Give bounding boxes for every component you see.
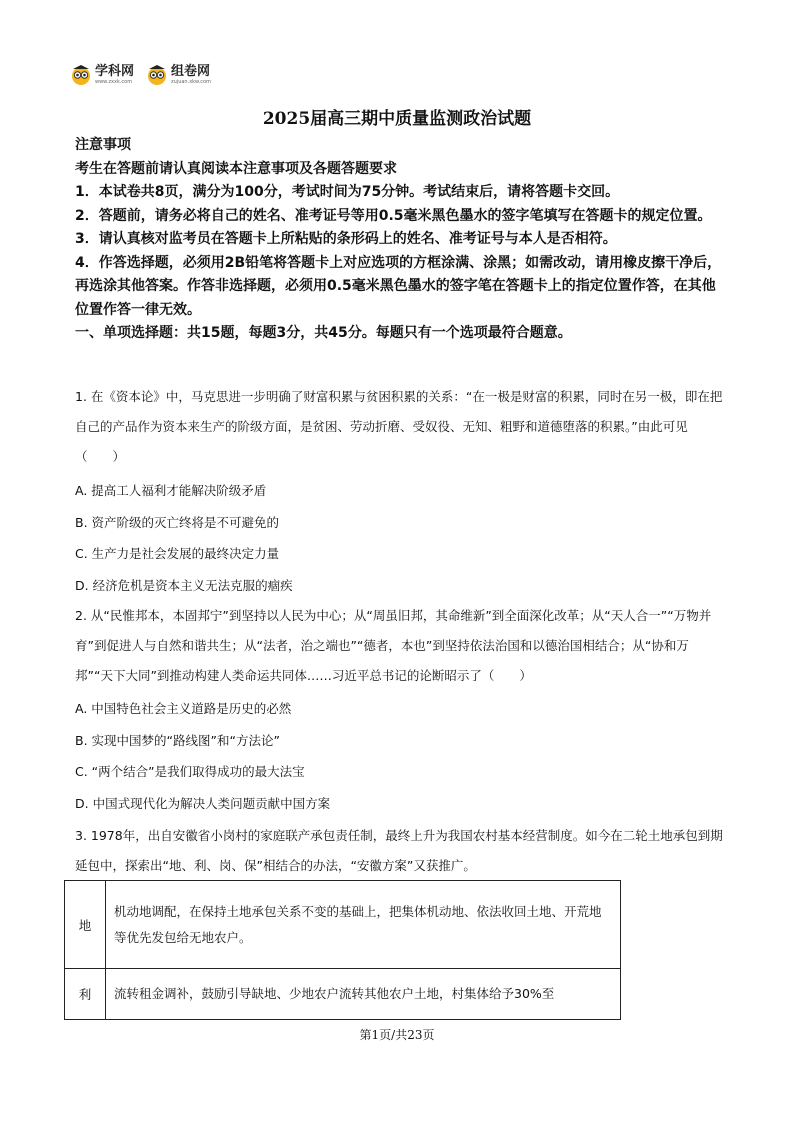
logo-xkw-url: www.zxxk.com — [95, 79, 133, 85]
question-stem: 3. 1978年，出自安徽省小岗村的家庭联产承包责任制，最终上升为我国农村基本经营制度。如今在二轮土地承包到期延包中，探索出“地、利、岗、保”相结合的办法，“安徽方案”又获推广。 — [75, 828, 723, 873]
options-list — [75, 475, 725, 601]
option-b: B. 实现中国梦的“路线图”和“方法论” — [75, 732, 280, 748]
owl-icon — [146, 64, 168, 86]
page-title: 2025届高三期中质量监测政治试题 — [262, 109, 532, 129]
table-row — [65, 881, 621, 969]
table-value: 流转租金调补，鼓励引导缺地、少地农户流转其他农户土地，村集体给予30%至 — [106, 969, 621, 1020]
table-value: 机动地调配，在保持土地承包关系不变的基础上，把集体机动地、依法收回土地、开荒地等优先发包给无地农户。 — [106, 881, 621, 969]
page-footer: 第1页/共23页 — [359, 1028, 435, 1042]
question-2 — [75, 601, 725, 819]
option-c: C. “两个结合”是我们取得成功的最大法宝 — [75, 764, 305, 779]
questions-section — [75, 382, 725, 881]
notice-line: 4．作答选择题，必须用2B铅笔将答题卡上对应选项的方框涂满、涂黑；如需改动，请用橡皮擦干净后，再选涂其他答案。作答非选择题，必须用0.5毫米黑色墨水的签字笔在答题卡上的指定位置作答，在其他位置作答一律无效。 — [75, 254, 722, 318]
table-key: 利 — [65, 969, 106, 1020]
options-list — [75, 693, 725, 819]
notice-heading: 注意事项 — [75, 137, 131, 153]
question-3 — [75, 821, 725, 881]
question-stem: 2. 从“民惟邦本，本固邦宁”到坚持以人民为中心；从“周虽旧邦，其命维新”到全面深化改革；从“天人合一”“万物并育”到促进人与自然和谐共生；从“法者，治之端也”“德者，本也”到坚持依法治国和以德治国相结合；从“协和万邦”“天下大同”到推动构建人类命运共同体……习近平总书记的论断昭示了（ ） — [75, 608, 712, 683]
logo-zujuan[interactable] — [146, 64, 211, 86]
table-row — [65, 969, 621, 1020]
logo-xkw-text: 学科网 — [95, 64, 135, 79]
option-a: A. 中国特色社会主义道路是历史的必然 — [75, 701, 292, 716]
question-3-table — [64, 880, 621, 1020]
option-d: D. 经济危机是资本主义无法克服的痼疾 — [75, 577, 293, 593]
logo-zujuan-text: 组卷网 — [171, 64, 211, 79]
logo-zujuan-url: zujuan.xkw.com — [171, 79, 211, 85]
option-c: C. 生产力是社会发展的最终决定力量 — [75, 546, 280, 561]
section-heading: 一、单项选择题：共15题，每题3分，共45分。每题只有一个选项最符合题意。 — [75, 325, 572, 341]
option-b: B. 资产阶级的灭亡终将是不可避免的 — [75, 514, 280, 530]
logo-xkw[interactable] — [70, 64, 134, 86]
notice-line: 考生在答题前请认真阅读本注意事项及各题答题要求 — [75, 160, 397, 177]
owl-icon — [70, 64, 92, 86]
header-logos — [70, 62, 223, 88]
notice-section — [75, 134, 725, 346]
question-stem: 1. 在《资本论》中，马克思进一步明确了财富积累与贫困积累的关系：“在一极是财富的积累，同时在另一极，即在把自己的产品作为资本来生产的阶级方面，是贫困、劳动折磨、受奴役、无知、粗野和道德堕落的积累。”由此可见（ ） — [75, 389, 723, 464]
notice-line: 1．本试卷共8页，满分为100分，考试时间为75分钟。考试结束后，请将答题卡交回。 — [75, 184, 620, 200]
option-a: A. 提高工人福利才能解决阶级矛盾 — [75, 483, 267, 498]
notice-line: 3．请认真核对监考员在答题卡上所粘贴的条形码上的姓名、准考证号与本人是否相符。 — [75, 231, 617, 247]
option-d: D. 中国式现代化为解决人类问题贡献中国方案 — [75, 795, 331, 811]
notice-line: 2．答题前，请务必将自己的姓名、准考证号等用0.5毫米黑色墨水的签字笔填写在答题卡的规定位置。 — [75, 207, 712, 224]
question-1 — [75, 382, 725, 601]
table-key: 地 — [65, 881, 106, 969]
